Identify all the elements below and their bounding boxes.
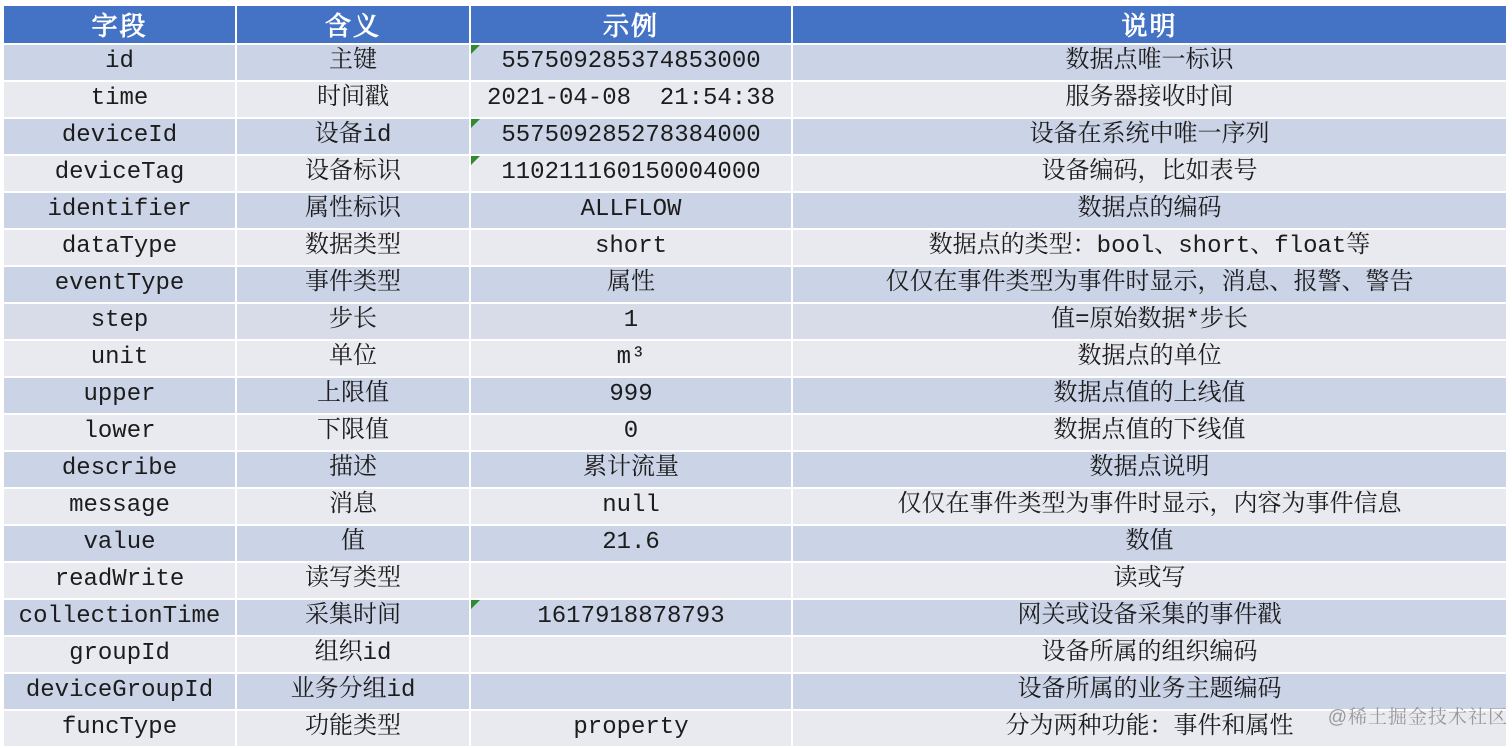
cell-example: ALLFLOW [470,192,792,229]
stored-as-text-flag-icon [471,119,480,128]
cell-meaning: 设备id [236,118,470,155]
cell-description: 数据点的编码 [792,192,1507,229]
cell-example: 0 [470,414,792,451]
cell-meaning: 业务分组id [236,673,470,710]
cell-description: 数据点说明 [792,451,1507,488]
cell-field: describe [3,451,236,488]
cell-example: 557509285278384000 [470,118,792,155]
watermark: @稀土掘金技术社区 [1327,707,1508,728]
stored-as-text-flag-icon [471,600,480,609]
table-row [3,377,1507,414]
table-header [3,5,1507,44]
cell-meaning: 上限值 [236,377,470,414]
cell-field: collectionTime [3,599,236,636]
cell-example [470,673,792,710]
cell-description: 设备编码，比如表号 [792,155,1507,192]
cell-description: 值=原始数据*步长 [792,303,1507,340]
table-row [3,599,1507,636]
stored-as-text-flag-icon [471,45,480,54]
table-row [3,229,1507,266]
header-row [3,5,1507,44]
cell-description: 分为两种功能：事件和属性 [792,710,1507,747]
cell-field: deviceGroupId [3,673,236,710]
cell-field: lower [3,414,236,451]
cell-field: unit [3,340,236,377]
cell-description: 数据点的类型：bool、short、float等 [792,229,1507,266]
cell-description: 仅仅在事件类型为事件时显示，内容为事件信息 [792,488,1507,525]
cell-meaning: 消息 [236,488,470,525]
cell-field: value [3,525,236,562]
stored-as-text-flag-icon [471,156,480,165]
cell-meaning: 单位 [236,340,470,377]
cell-meaning: 采集时间 [236,599,470,636]
cell-description: 设备所属的组织编码 [792,636,1507,673]
cell-meaning: 描述 [236,451,470,488]
cell-description: 读或写 [792,562,1507,599]
cell-description: 设备所属的业务主题编码 [792,673,1507,710]
cell-meaning: 主键 [236,44,470,81]
table-row [3,525,1507,562]
table-row [3,155,1507,192]
cell-meaning: 数据类型 [236,229,470,266]
cell-field: identifier [3,192,236,229]
cell-description: 数值 [792,525,1507,562]
table-row [3,414,1507,451]
column-header-field: 字段 [3,5,236,44]
cell-meaning: 功能类型 [236,710,470,747]
table-row [3,44,1507,81]
table-row [3,303,1507,340]
cell-field: id [3,44,236,81]
cell-field: readWrite [3,562,236,599]
table-row [3,81,1507,118]
cell-field: time [3,81,236,118]
table-row [3,340,1507,377]
cell-field: deviceId [3,118,236,155]
cell-example [470,636,792,673]
cell-meaning: 组织id [236,636,470,673]
cell-meaning: 设备标识 [236,155,470,192]
cell-example [470,562,792,599]
cell-example: null [470,488,792,525]
cell-field: eventType [3,266,236,303]
table-row [3,710,1507,747]
cell-description: 数据点唯一标识 [792,44,1507,81]
table-row [3,266,1507,303]
field-definition-table [2,4,1508,748]
cell-field: step [3,303,236,340]
column-header-example: 示例 [470,5,792,44]
cell-example: property [470,710,792,747]
table-row [3,562,1507,599]
cell-example: 557509285374853000 [470,44,792,81]
cell-meaning: 事件类型 [236,266,470,303]
cell-description: 数据点值的下线值 [792,414,1507,451]
table-row [3,118,1507,155]
cell-field: dataType [3,229,236,266]
cell-example: 110211160150004000 [470,155,792,192]
cell-description: 数据点值的上线值 [792,377,1507,414]
cell-description: 服务器接收时间 [792,81,1507,118]
table-row [3,192,1507,229]
cell-field: deviceTag [3,155,236,192]
cell-meaning: 步长 [236,303,470,340]
cell-description: 数据点的单位 [792,340,1507,377]
cell-description: 网关或设备采集的事件戳 [792,599,1507,636]
cell-meaning: 下限值 [236,414,470,451]
cell-example: 累计流量 [470,451,792,488]
table-row [3,488,1507,525]
cell-field: message [3,488,236,525]
table-row [3,636,1507,673]
cell-example: short [470,229,792,266]
cell-field: funcType [3,710,236,747]
cell-example: 2021-04-08 21:54:38 [470,81,792,118]
cell-example: 1617918878793 [470,599,792,636]
cell-meaning: 值 [236,525,470,562]
table-body [3,44,1507,747]
column-header-meaning: 含义 [236,5,470,44]
cell-meaning: 读写类型 [236,562,470,599]
cell-field: upper [3,377,236,414]
cell-field: groupId [3,636,236,673]
cell-example: 1 [470,303,792,340]
table-row [3,673,1507,710]
cell-example: 999 [470,377,792,414]
cell-description: 仅仅在事件类型为事件时显示，消息、报警、警告 [792,266,1507,303]
table-row [3,451,1507,488]
cell-meaning: 属性标识 [236,192,470,229]
cell-meaning: 时间戳 [236,81,470,118]
cell-example: 属性 [470,266,792,303]
cell-example: 21.6 [470,525,792,562]
cell-description: 设备在系统中唯一序列 [792,118,1507,155]
column-header-description: 说明 [792,5,1507,44]
cell-example: m³ [470,340,792,377]
